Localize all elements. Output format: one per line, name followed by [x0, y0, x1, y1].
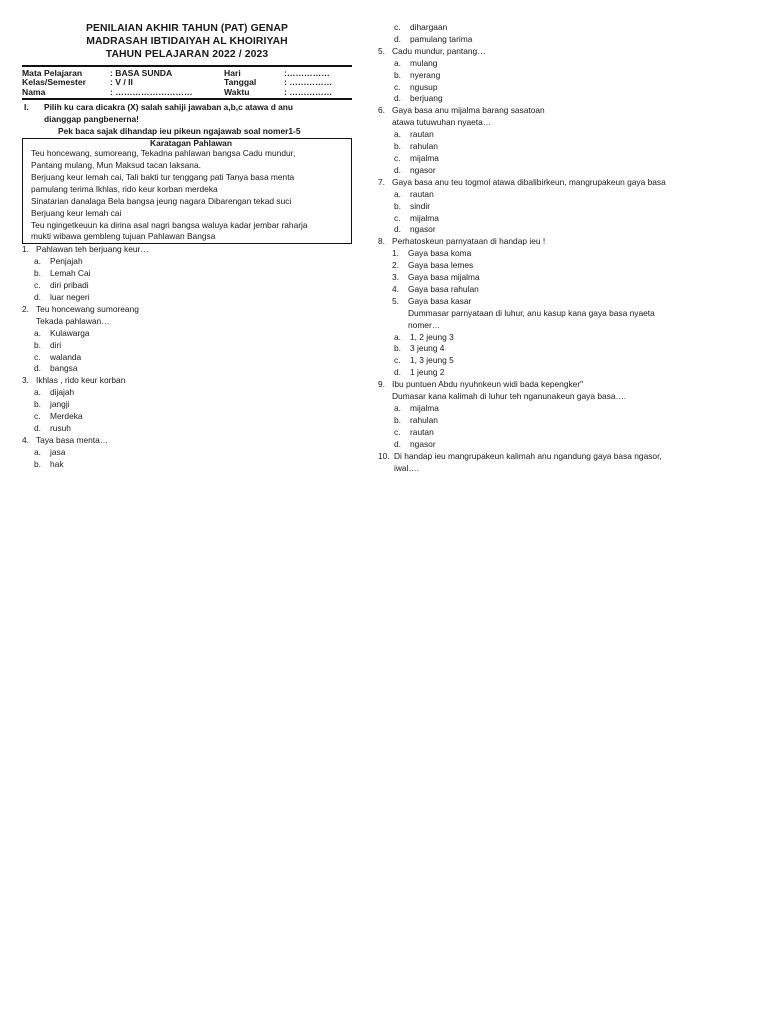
question-10 — [378, 451, 748, 475]
question-number: 6. — [378, 105, 385, 116]
answer-option[interactable]: d. ngasor — [394, 224, 436, 235]
instruction-line-3: Pek baca sajak dihandap ieu pikeun ngajawab soal nomer1-5 — [58, 126, 301, 137]
poem-line: Pantang mulang, Mun Maksud tacan laksana. — [31, 160, 201, 171]
answer-option[interactable]: b. sindir — [394, 200, 431, 211]
statement-item: 2. Gaya basa lemes — [392, 260, 474, 271]
date-label: Tanggal — [224, 77, 257, 88]
question-8 — [378, 236, 748, 379]
answer-option[interactable]: d. rusuh — [34, 422, 71, 433]
subject-value: : BASA SUNDA — [110, 67, 173, 78]
answer-option[interactable]: d. 1 jeung 2 — [394, 367, 445, 378]
answer-option[interactable]: b. jangji — [34, 399, 70, 410]
question-number: 8. — [378, 236, 385, 247]
question-2 — [22, 304, 352, 375]
poem-line: pamulang terima Ikhlas, rido keur korban merdeka — [31, 183, 218, 194]
question-text: atawa tutuwuhan nyaeta… — [392, 117, 492, 128]
answer-option[interactable]: c. diri pribadi — [34, 280, 89, 291]
poem-line: Sinatarian danalaga Bela bangsa jeung nagara Dibarengan tekad suci — [31, 195, 292, 206]
question-number: 2. — [22, 303, 29, 314]
day-value: :…………… — [284, 67, 330, 78]
answer-option[interactable]: d. ngasor — [394, 164, 436, 175]
header-divider — [22, 65, 352, 67]
statement-item: 1. Gaya basa koma — [392, 248, 472, 259]
answer-option[interactable]: d. bangsa — [34, 363, 78, 374]
answer-option[interactable]: d. luar negeri — [34, 291, 90, 302]
exam-header — [22, 22, 352, 62]
question-6 — [378, 105, 748, 176]
question-number: 1. — [22, 244, 29, 255]
question-text: Gaya basa anu mijalma barang sasatoan — [392, 105, 545, 116]
answer-option[interactable]: a. mijalma — [394, 403, 439, 413]
question-4 — [22, 435, 352, 471]
section-instructions — [22, 102, 352, 138]
question-number: 3. — [22, 375, 29, 386]
info-divider — [22, 98, 352, 100]
answer-option[interactable]: a. Kulawarga — [34, 327, 90, 338]
question-text: Di handap ieu mangrupakeun kalimah anu ngandung gaya basa ngasor, — [394, 450, 662, 461]
name-value: : ……………………… — [110, 86, 193, 97]
question-9 — [378, 379, 748, 450]
poem-box — [22, 138, 352, 244]
statement-item: 5. Gaya basa kasar — [392, 295, 472, 306]
answer-option[interactable]: a. dijajah — [34, 387, 75, 398]
answer-option[interactable]: c. ngusup — [394, 81, 438, 92]
answer-option[interactable]: a. mulang — [394, 57, 438, 68]
question-text: Tekada pahlawan… — [36, 315, 110, 326]
question-text: Cadu mundur, pantang… — [392, 45, 486, 56]
section-number: I. — [24, 102, 29, 113]
question-note: nomer… — [408, 319, 441, 330]
question-text: Ibu puntuen Abdu nyuhnkeun widi bada kepengker" — [392, 379, 584, 390]
answer-option[interactable]: c. mijalma — [394, 152, 439, 163]
poem-line: Berjuang keur lemah cai — [31, 207, 122, 218]
time-value: : …………… — [284, 86, 333, 97]
question-3 — [22, 375, 352, 435]
left-column — [22, 22, 352, 471]
answer-option[interactable]: c. dihargaan — [394, 22, 448, 32]
answer-option[interactable]: d. berjuang — [394, 93, 443, 104]
question-number: 9. — [378, 379, 385, 390]
poem-line: Berjuang keur lemah cai, Tali bakti tur tenggang pati Tanya basa menta — [31, 171, 295, 182]
name-label: Nama — [22, 86, 46, 97]
answer-option[interactable]: a. 1, 2 jeung 3 — [394, 331, 454, 342]
answer-option[interactable]: c. mijalma — [394, 212, 439, 223]
question-text: Taya basa menta… — [36, 434, 109, 445]
answer-option[interactable]: b. rahulan — [394, 141, 438, 152]
day-label: Hari — [224, 67, 241, 78]
question-text: Dumasar kana kalimah di luhur teh nganunakeun gaya basa…. — [392, 391, 627, 402]
statement-item: 3. Gaya basa mijalma — [392, 272, 480, 283]
answer-option[interactable]: c. Merdeka — [34, 411, 83, 422]
instruction-line-2: dianggap pangbenerna! — [44, 114, 139, 125]
question-number: 10. — [378, 450, 390, 461]
answer-option[interactable]: d. ngasor — [394, 438, 436, 449]
answer-option[interactable]: a. Penjajah — [34, 256, 83, 267]
answer-option[interactable]: b. diri — [34, 339, 62, 350]
exam-title: PENILAIAN AKHIR TAHUN (PAT) GENAP — [85, 23, 289, 34]
time-label: Waktu — [224, 86, 250, 97]
poem-line: Teu ngingetkeuun ka dirina asal nagri bangsa waluya kadar jembar raharja — [31, 219, 308, 230]
question-text: Perhatoskeun parnyataan di handap ieu ! — [392, 236, 546, 247]
answer-option[interactable]: c. walanda — [34, 351, 82, 362]
subject-label: Mata Pelajaran — [22, 67, 83, 78]
answer-option[interactable]: a. rautan — [394, 188, 434, 199]
answer-option[interactable]: b. hak — [34, 458, 64, 469]
answer-option[interactable]: c. rautan — [394, 426, 434, 437]
answer-option[interactable]: d. pamulang tarima — [394, 33, 473, 44]
question-note: Dummasar parnyataan di luhur, anu kasup kana gaya basa nyaeta — [408, 307, 655, 318]
question-text: Gaya basa anu teu togmol atawa dibalibirkeun, mangrupakeun gaya basa — [392, 176, 666, 187]
question-number: 5. — [378, 45, 385, 56]
answer-option[interactable]: c. 1, 3 jeung 5 — [394, 355, 454, 366]
question-text: iwal…. — [394, 462, 420, 473]
class-label: Kelas/Semester — [22, 77, 87, 88]
answer-option[interactable]: b. nyerang — [394, 69, 441, 80]
poem-line: mukti wibawa gembleng tujuan Pahlawan Bangsa — [31, 231, 216, 242]
question-5 — [378, 46, 748, 106]
date-value: : …………… — [284, 77, 333, 88]
question-1 — [22, 244, 352, 304]
question-number: 7. — [378, 176, 385, 187]
question-text: Teu honcewang sumoreang — [36, 303, 139, 314]
student-info — [22, 69, 352, 98]
question-text: Ikhlas , rido keur korban — [36, 375, 126, 386]
answer-option[interactable]: b. Lemah Cai — [34, 268, 91, 279]
answer-option[interactable]: a. rautan — [394, 129, 434, 140]
school-name: MADRASAH IBTIDAIYAH AL KHOIRIYAH — [86, 36, 288, 48]
poem-line: Teu honcewang, sumoreang, Tekadna pahlawan bangsa Cadu mundur, — [31, 148, 296, 159]
poem-title: Karatagan Pahlawan — [150, 138, 232, 149]
question-7 — [378, 177, 748, 237]
answer-option[interactable]: a. jasa — [34, 446, 66, 457]
class-value: : V / II — [110, 77, 133, 88]
school-year: TAHUN PELAJARAN 2022 / 2023 — [105, 49, 269, 61]
instruction-line-1: Pilih ku cara dicakra (X) salah sahiji jawaban a,b,c atawa d anu — [44, 102, 294, 113]
answer-option[interactable]: b. rahulan — [394, 414, 438, 425]
right-column — [378, 22, 748, 474]
statement-item: 4. Gaya basa rahulan — [392, 283, 479, 294]
question-text: Pahlawan teh berjuang keur… — [36, 244, 149, 255]
question-number: 4. — [22, 434, 29, 445]
answer-option[interactable]: b. 3 jeung 4 — [394, 343, 445, 354]
